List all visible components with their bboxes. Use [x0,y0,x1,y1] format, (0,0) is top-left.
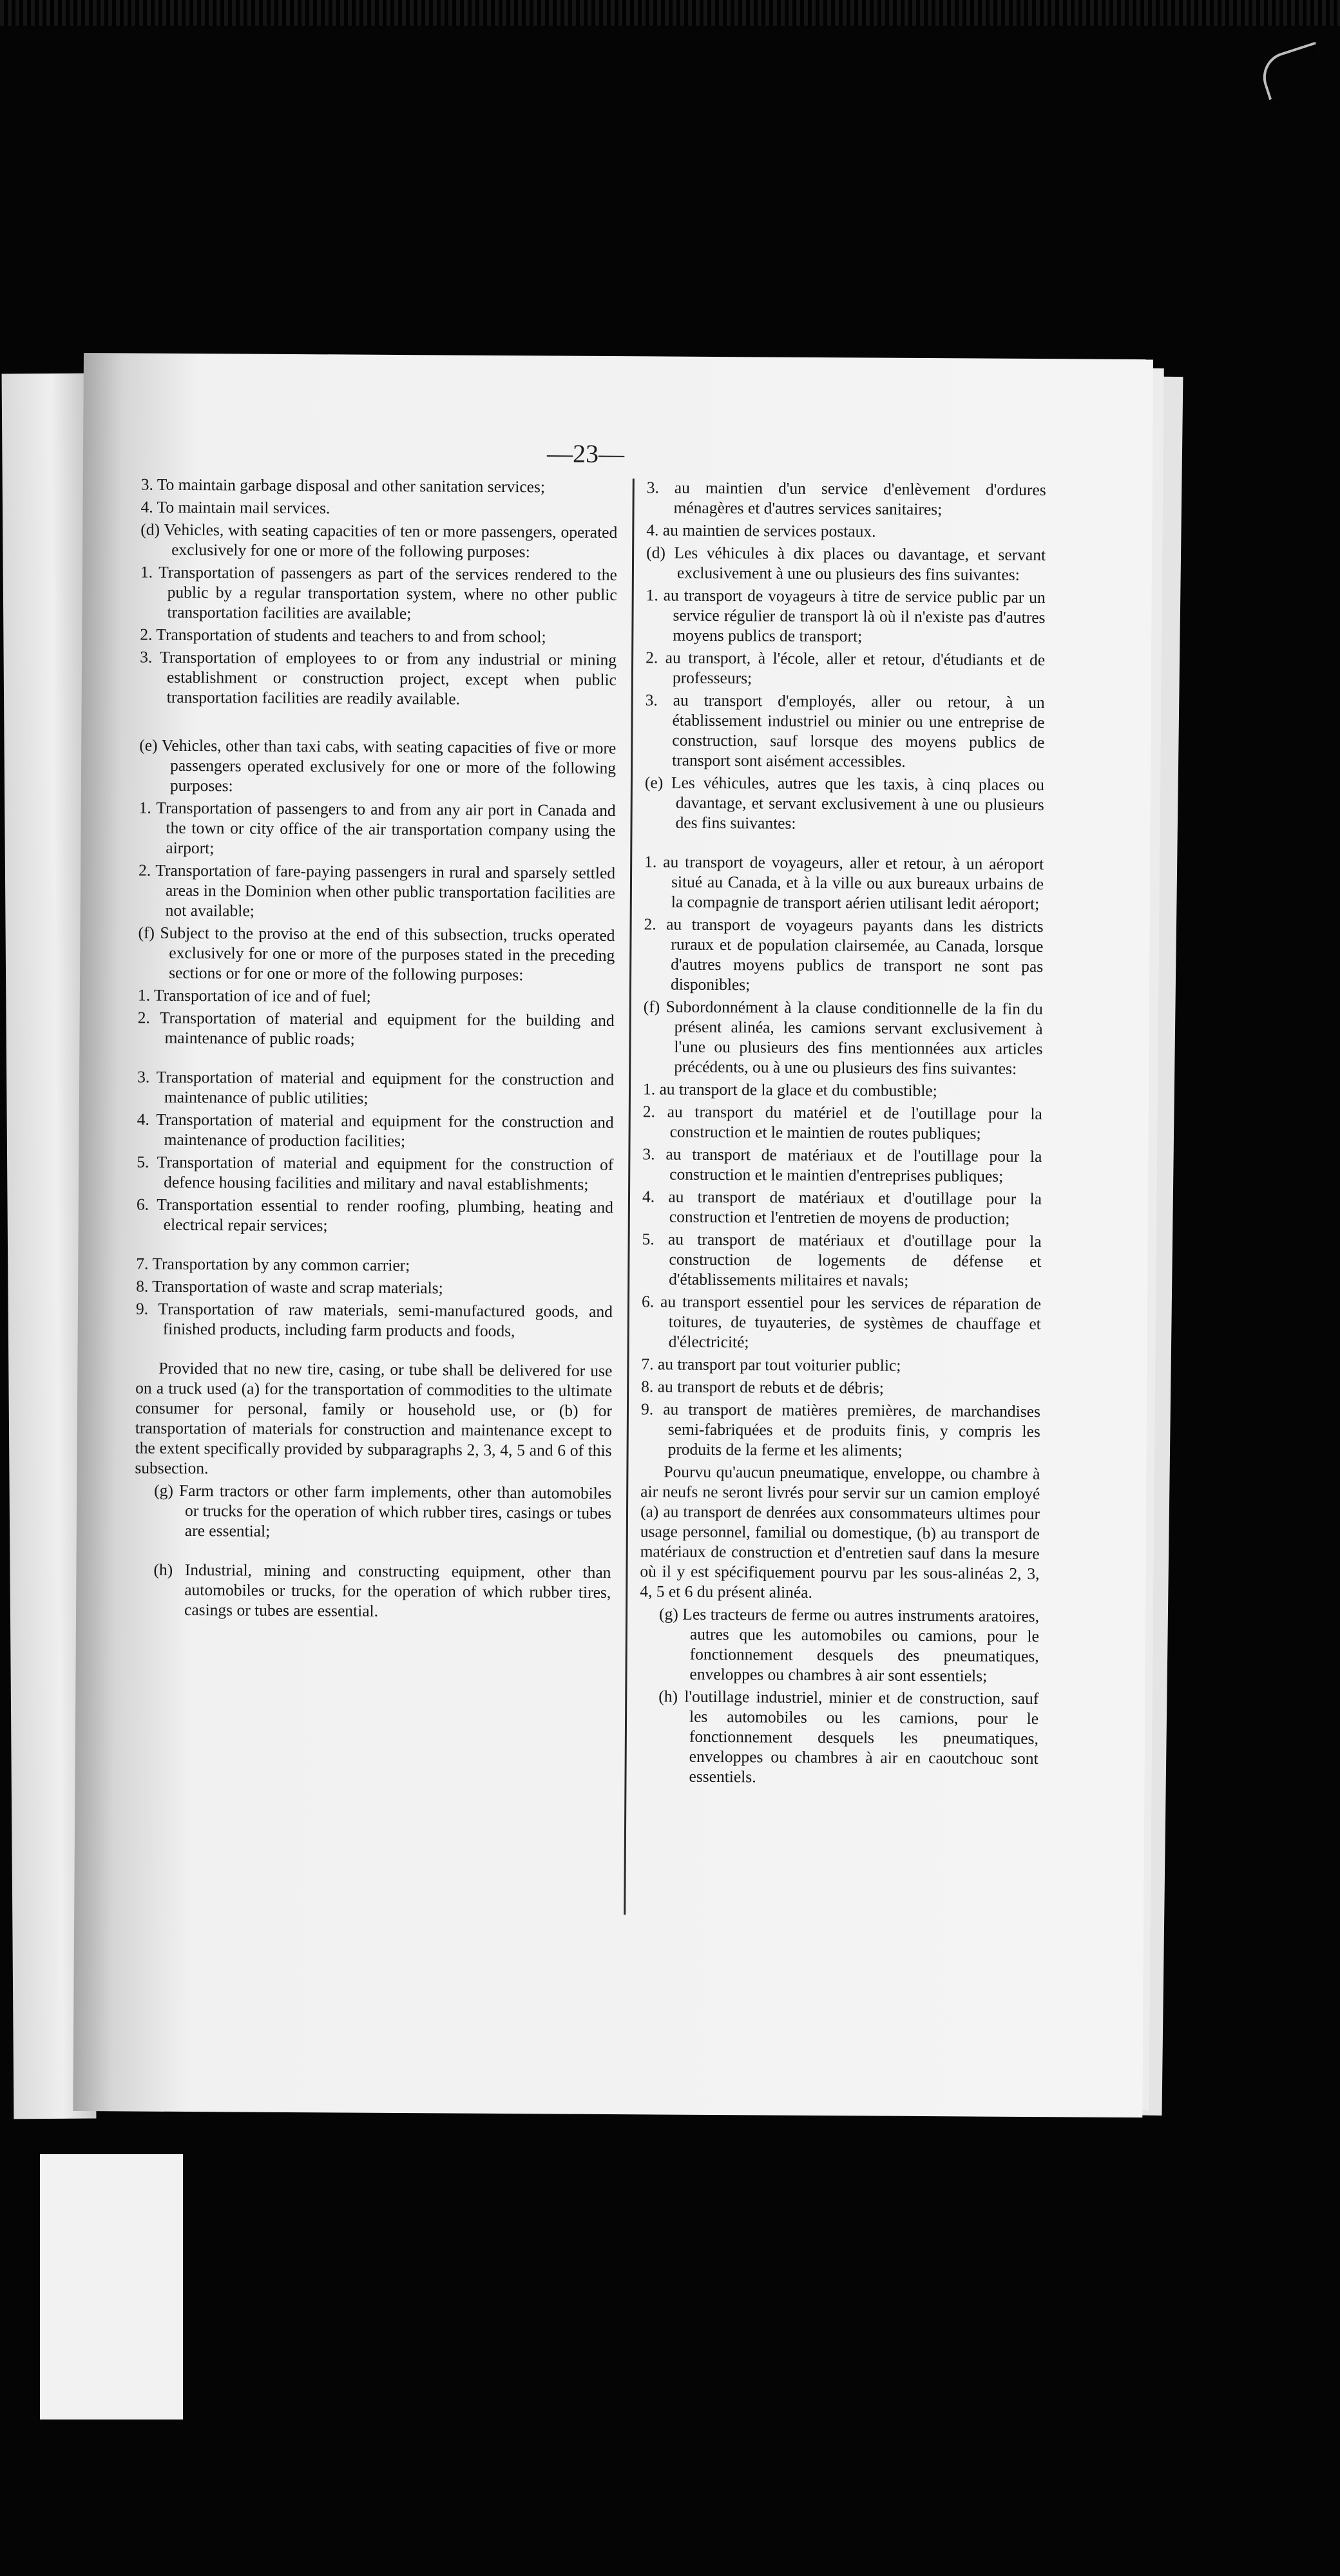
en-item-f6: 6. Transportation essential to render roofing, plumbing, heating and electrical repair services; [136,1195,614,1235]
en-item-h: (h) Industrial, mining and constructing equipment, other than automobiles or trucks, for the operation of which rubber tires, casings or tubes are essential. [153,1560,611,1620]
fr-item-d3: 3. au transport d'employés, aller ou retour, à un établissement industriel ou minier ou une entreprise de construction, sauf lorsque des moyens publics de transport sont aisément accessibles. [645,690,1045,771]
corner-mark [1256,42,1328,100]
en-item-d: (d) Vehicles, with seating capacities of ten or more passengers, operated exclusively for one or more of the following purposes: [140,520,618,562]
fr-item-f2: 2. au transport du matériel et de l'outillage pour la construction et le maintien de routes publiques; [642,1102,1042,1143]
en-item-e1: 1. Transportation of passengers to and from any air port in Canada and the town or city office of the air transportation company using the airport; [139,798,616,858]
en-item-d2: 2. Transportation of students and teachers to and from school; [140,625,546,647]
en-item-d1: 1. Transportation of passengers as part of the services rendered to the public by a regular transportation system, where no other public transportation facilities are available; [140,562,617,623]
film-edge [0,0,1340,26]
column-divider [624,478,635,1915]
fr-item-h: (h) l'outillage industriel, minier et de construction, sauf les automobiles ou les camions, pour le fonctionnement desquels les pneumatiques, enveloppes ou chambres à air en caoutchouc sont essentiels. [658,1687,1039,1786]
fr-proviso: Pourvu qu'aucun pneumatique, enveloppe, ou chambre à air neufs ne seront livrés pour servir sur un camion employé (a) au transport de denrées aux consommateurs ultimes pour usage personnel, familial ou domestique, (b) au transport de matériaux de construction et d'entretien sauf dans la mesure où il y est spécifiquement pourvu par les sous-alinéas 2, 3, 4, 5 et 6 du présent alinéa. [640,1462,1040,1602]
page-number: —23— [546,439,625,469]
fr-item-e2: 2. au transport de voyageurs payants dans les districts ruraux et de population clairsemée, au Canada, lorsque d'autres moyens publics de transport ne sont pas disponibles; [644,914,1044,994]
fr-item-3: 3. au maintien d'un service d'enlèvement d'ordures ménagères et d'autres services sanitaires; [646,478,1046,519]
en-item-f2: 2. Transportation of material and equipment for the building and maintenance of public roads; [137,1008,615,1048]
fr-item-f5: 5. au transport de matériaux et d'outillage pour la construction de logements de défense et d'établissements militaires et navals; [642,1229,1042,1290]
fr-item-d: (d) Les véhicules à dix places ou davantage, et servant exclusivement à une ou plusieurs des fins suivantes: [646,543,1046,584]
fr-item-e: (e) Les véhicules, autres que les taxis, à cinq places ou davantage, et servant exclusivement à une ou plusieurs des fins suivantes: [644,773,1045,833]
en-item-e2: 2. Transportation of fare-paying passengers in rural and sparsely settled areas in the Dominion when other public transportation facilities are not available; [139,860,616,920]
en-item-4: 4. To maintain mail services. [140,497,330,518]
en-item-f8: 8. Transportation of waste and scrap materials; [136,1276,443,1298]
en-item-f1: 1. Transportation of ice and of fuel; [137,985,371,1006]
fr-item-d1: 1. au transport de voyageurs à titre de service public par un service régulier de transport là où il n'existe pas d'autres moyens publics de transport; [646,585,1046,646]
fr-item-e1: 1. au transport de voyageurs, aller et retour, à un aéroport situé au Canada, et à la ville ou aux bureaux urbains de la compagnie de transport aérien utilisant ledit aéroport; [644,852,1044,914]
fr-item-f3: 3. au transport de matériaux et de l'outillage pour la construction et le maintien d'entreprises publiques; [642,1144,1042,1186]
fr-item-f: (f) Subordonnément à la clause conditionnelle de la fin du présent alinéa, les camions servant exclusivement à l'une ou plusieurs des fins mentionnées aux articles précédents, ou à une ou plusieurs des fins suivantes: [643,997,1043,1078]
en-item-f: (f) Subject to the proviso at the end of this subsection, trucks operated exclusively for one or more of the purposes stated in the preceding sections or for one or more of the following purposes: [138,923,615,985]
fr-item-g: (g) Les tracteurs de ferme ou autres instruments aratoires, autres que les automobiles ou camions, pour le fonctionnement desquels des pneumatiques, enveloppes ou chambres à air sont essentiels; [658,1604,1040,1685]
en-item-f5: 5. Transportation of material and equipment for the construction of defence housing facilities and military and naval establishments; [137,1152,614,1194]
en-item-f7: 7. Transportation by any common carrier; [136,1254,410,1275]
en-item-d3: 3. Transportation of employees to or from any industrial or mining establishment or construction project, except when public transportation facilities are readily available. [140,647,617,708]
en-proviso: Provided that no new tire, casing, or tube shall be delivered for use on a truck used (a) for the transportation of commodities to the ultimate consumer for personal, family or household use, or (b) for transportation of materials for construction and maintenance except to the extent specifically provided by subparagraphs 2, 3, 4, 5 and 6 of this subsection. [135,1358,613,1478]
fr-item-f8: 8. au transport de rebuts et de débris; [641,1377,885,1397]
en-item-f4: 4. Transportation of material and equipment for the construction and maintenance of production facilities; [137,1110,614,1151]
fr-item-f7: 7. au transport par tout voiturier public; [641,1354,901,1375]
bottom-paper-slip [40,2154,183,2420]
french-column [638,477,1046,1791]
fr-item-f6: 6. au transport essentiel pour les services de réparation de toitures, de tuyauteries, de systèmes de chauffage et d'électricité; [641,1292,1042,1352]
fr-item-d2: 2. au transport, à l'école, aller et retour, d'étudiants et de professeurs; [646,648,1046,688]
english-column [134,475,618,1625]
en-item-e: (e) Vehicles, other than taxi cabs, with seating capacities of five or more passengers operated exclusively for one or more of the following purposes: [139,735,617,795]
en-item-3: 3. To maintain garbage disposal and other sanitation services; [140,475,546,497]
fr-item-f4: 4. au transport de matériaux et d'outillage pour la construction et l'entretien de moyens de production; [642,1187,1042,1228]
fr-item-f1: 1. au transport de la glace et du combustible; [642,1079,937,1101]
en-item-f9: 9. Transportation of raw materials, semi-manufactured goods, and finished products, including farm products and foods, [135,1299,613,1341]
fr-item-4: 4. au maintien de services postaux. [646,520,876,541]
en-item-g: (g) Farm tractors or other farm implements, other than automobiles or trucks for the operation of which rubber tires, casings or tubes are essential; [154,1481,612,1540]
en-item-f3: 3. Transportation of material and equipment for the construction and maintenance of public utilities; [137,1067,615,1108]
document-page [73,353,1153,2117]
fr-item-f9: 9. au transport de matières premières, de marchandises semi-fabriquées et de produits finis, y compris les produits de la ferme et les aliments; [640,1399,1041,1460]
